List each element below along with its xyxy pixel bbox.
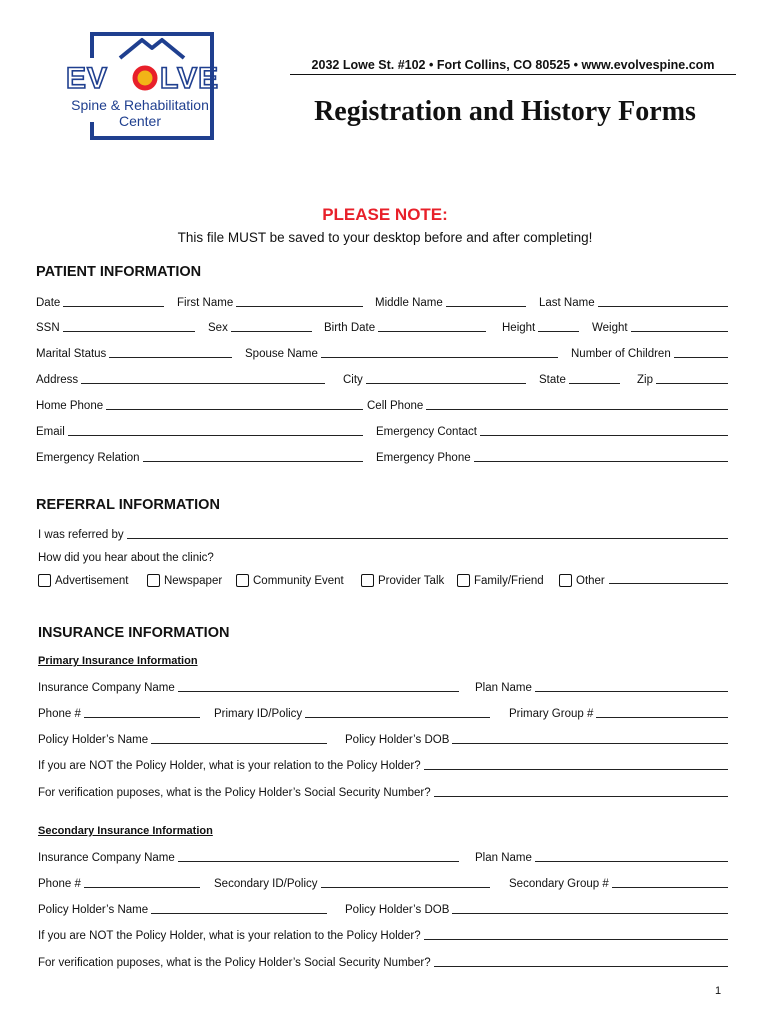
secondary-holder-name-field[interactable]: Policy Holder’s Name [38, 901, 327, 917]
secondary-relation-field[interactable]: If you are NOT the Policy Holder, what is your relation to the Policy Holder? [38, 927, 728, 943]
secondary-id-field[interactable]: Secondary ID/Policy [214, 875, 490, 891]
birth-date-field[interactable]: Birth Date [324, 319, 486, 335]
option-advertisement[interactable]: Advertisement [38, 574, 129, 587]
note-text: This file MUST be saved to your desktop before and after completing! [177, 230, 593, 245]
emergency-contact-field[interactable]: Emergency Contact [376, 423, 728, 439]
cell-phone-field[interactable]: Cell Phone [367, 397, 728, 413]
logo-line2: Center [118, 113, 162, 129]
clinic-address: 2032 Lowe St. #102 • Fort Collins, CO 80525 • www.evolvespine.com [290, 58, 736, 75]
state-field[interactable]: State [539, 371, 620, 387]
patient-row-7 [36, 449, 728, 465]
how-heard-label: How did you hear about the clinic? [38, 552, 214, 564]
primary-row-1 [38, 679, 728, 695]
middle-name-field[interactable]: Middle Name [375, 294, 526, 310]
address-field[interactable]: Address [36, 371, 325, 387]
page-number: 1 [715, 985, 722, 997]
first-name-field[interactable]: First Name [177, 294, 363, 310]
height-field[interactable]: Height [502, 319, 579, 335]
option-provider-talk[interactable]: Provider Talk [361, 574, 444, 587]
sex-field[interactable]: Sex [208, 319, 312, 335]
secondary-phone-field[interactable]: Phone # [38, 875, 200, 891]
email-field[interactable]: Email [36, 423, 363, 439]
checkbox[interactable] [147, 574, 160, 587]
date-field[interactable]: Date [36, 294, 164, 310]
secondary-row-4 [38, 927, 728, 943]
primary-row-3 [38, 731, 728, 747]
patient-row-4 [36, 371, 728, 387]
secondary-plan-field[interactable]: Plan Name [475, 849, 728, 865]
home-phone-field[interactable]: Home Phone [36, 397, 363, 413]
checkbox[interactable] [38, 574, 51, 587]
note-heading: PLEASE NOTE: [322, 205, 448, 224]
patient-row-5 [36, 397, 728, 413]
secondary-row-3 [38, 901, 728, 917]
primary-holder-dob-field[interactable]: Policy Holder’s DOB [345, 731, 728, 747]
option-newspaper[interactable]: Newspaper [147, 574, 222, 587]
patient-row-2 [36, 319, 728, 335]
primary-phone-field[interactable]: Phone # [38, 705, 200, 721]
primary-group-field[interactable]: Primary Group # [509, 705, 728, 721]
primary-row-5 [38, 784, 728, 800]
primary-holder-name-field[interactable]: Policy Holder’s Name [38, 731, 327, 747]
checkbox[interactable] [559, 574, 572, 587]
secondary-holder-dob-field[interactable]: Policy Holder’s DOB [345, 901, 728, 917]
evolve-logo [62, 30, 222, 142]
patient-row-6 [36, 423, 728, 439]
secondary-ssn-field[interactable]: For verification puposes, what is the Policy Holder’s Social Security Number? [38, 954, 728, 970]
svg-text:EV: EV [66, 62, 109, 95]
checkbox[interactable] [236, 574, 249, 587]
secondary-row-5 [38, 954, 728, 970]
referral-row-1 [38, 526, 728, 542]
weight-field[interactable]: Weight [592, 319, 728, 335]
secondary-company-field[interactable]: Insurance Company Name [38, 849, 459, 865]
patient-row-3 [36, 345, 728, 361]
emergency-relation-field[interactable]: Emergency Relation [36, 449, 363, 465]
secondary-row-1 [38, 849, 728, 865]
option-other[interactable]: Other [559, 574, 728, 587]
secondary-group-field[interactable]: Secondary Group # [509, 875, 728, 891]
logo-line1: Spine & Rehabilitation [71, 97, 209, 113]
secondary-row-2 [38, 875, 728, 891]
primary-ssn-field[interactable]: For verification puposes, what is the Policy Holder’s Social Security Number? [38, 784, 728, 800]
zip-field[interactable]: Zip [637, 371, 728, 387]
checkbox[interactable] [457, 574, 470, 587]
primary-relation-field[interactable]: If you are NOT the Policy Holder, what is your relation to the Policy Holder? [38, 757, 728, 773]
referral-options [38, 574, 730, 592]
patient-heading: PATIENT INFORMATION [36, 264, 202, 280]
option-community-event[interactable]: Community Event [236, 574, 344, 587]
svg-text:LVE: LVE [160, 62, 220, 95]
primary-plan-field[interactable]: Plan Name [475, 679, 728, 695]
ssn-field[interactable]: SSN [36, 319, 195, 335]
secondary-subheading: Secondary Insurance Information [38, 825, 213, 837]
children-field[interactable]: Number of Children [571, 345, 728, 361]
city-field[interactable]: City [343, 371, 526, 387]
referral-heading: REFERRAL INFORMATION [36, 497, 220, 513]
form-title: Registration and History Forms [314, 96, 696, 127]
insurance-heading: INSURANCE INFORMATION [38, 625, 230, 641]
emergency-phone-field[interactable]: Emergency Phone [376, 449, 728, 465]
primary-subheading: Primary Insurance Information [38, 655, 198, 667]
referred-by-field[interactable]: I was referred by [38, 526, 728, 542]
spouse-name-field[interactable]: Spouse Name [245, 345, 558, 361]
marital-status-field[interactable]: Marital Status [36, 345, 232, 361]
primary-company-field[interactable]: Insurance Company Name [38, 679, 459, 695]
checkbox[interactable] [361, 574, 374, 587]
last-name-field[interactable]: Last Name [539, 294, 728, 310]
primary-id-field[interactable]: Primary ID/Policy [214, 705, 490, 721]
primary-row-2 [38, 705, 728, 721]
option-family-friend[interactable]: Family/Friend [457, 574, 544, 587]
primary-row-4 [38, 757, 728, 773]
patient-row-1 [36, 294, 728, 310]
